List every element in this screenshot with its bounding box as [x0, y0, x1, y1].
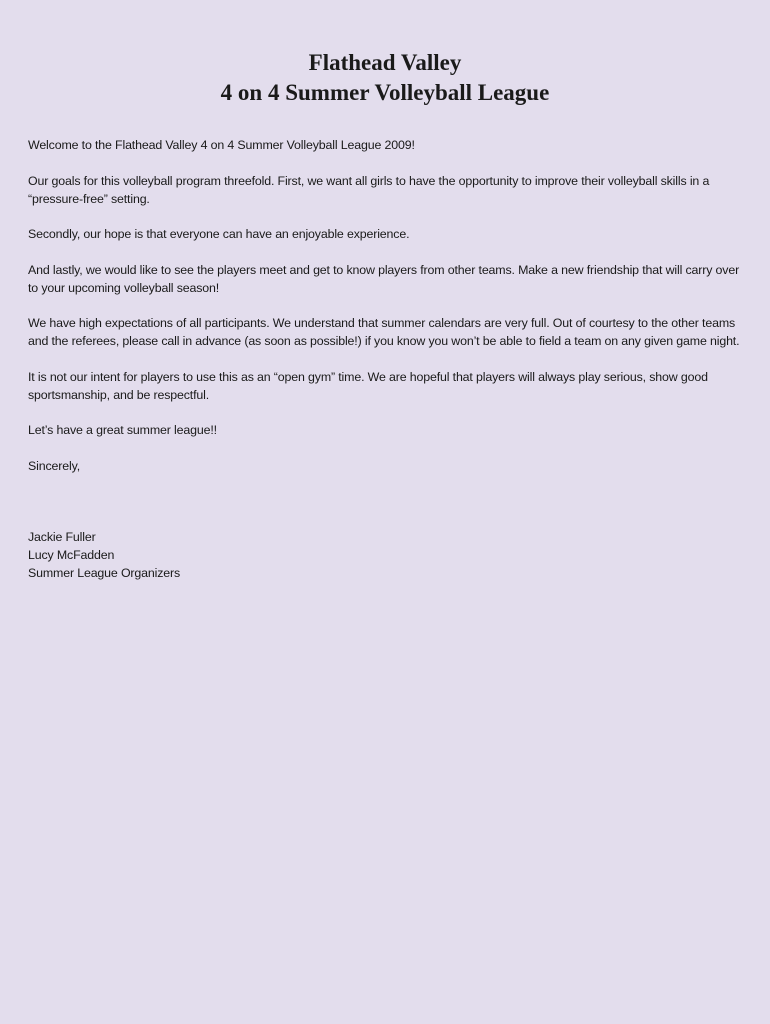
title-line-1: Flathead Valley: [308, 50, 462, 75]
signature-role: Summer League Organizers: [28, 565, 181, 580]
paragraph-secondly: Secondly, our hope is that everyone can have an enjoyable experience.: [28, 227, 410, 241]
title-line-2: 4 on 4 Summer Volleyball League: [220, 80, 550, 105]
signature-name-2: Lucy McFadden: [28, 547, 115, 562]
letter-body: [28, 136, 746, 582]
signature-space: [28, 475, 746, 528]
closing-sincerely: Sincerely,: [28, 458, 80, 473]
paragraph-goals: Our goals for this volleyball program threefold. First, we want all girls to have the opportunity to improve their volleyball skills in a “pressure-free” setting.: [28, 173, 710, 206]
paragraph-great-league: Let’s have a great summer league!!: [28, 423, 217, 437]
paragraph-welcome: Welcome to the Flathead Valley 4 on 4 Summer Volleyball League 2009!: [28, 138, 415, 152]
signature-block: [28, 528, 746, 582]
signature-name-1: Jackie Fuller: [28, 529, 96, 544]
document-title: [0, 48, 770, 108]
paragraph-expectations: We have high expectations of all participants. We understand that summer calendars are very full. Out of courtesy to the other teams and the referees, please call in advance (as soon as possible!) if you know you won’t be able to field a team on any given game night.: [28, 316, 740, 348]
paragraph-open-gym: It is not our intent for players to use this as an “open gym” time. We are hopeful that players will always play serious, show good sportsmanship, and be respectful.: [28, 369, 708, 402]
paragraph-lastly: And lastly, we would like to see the players meet and get to know players from other teams. Make a new friendship that will carry over to your upcoming volleyball season!: [28, 262, 740, 295]
